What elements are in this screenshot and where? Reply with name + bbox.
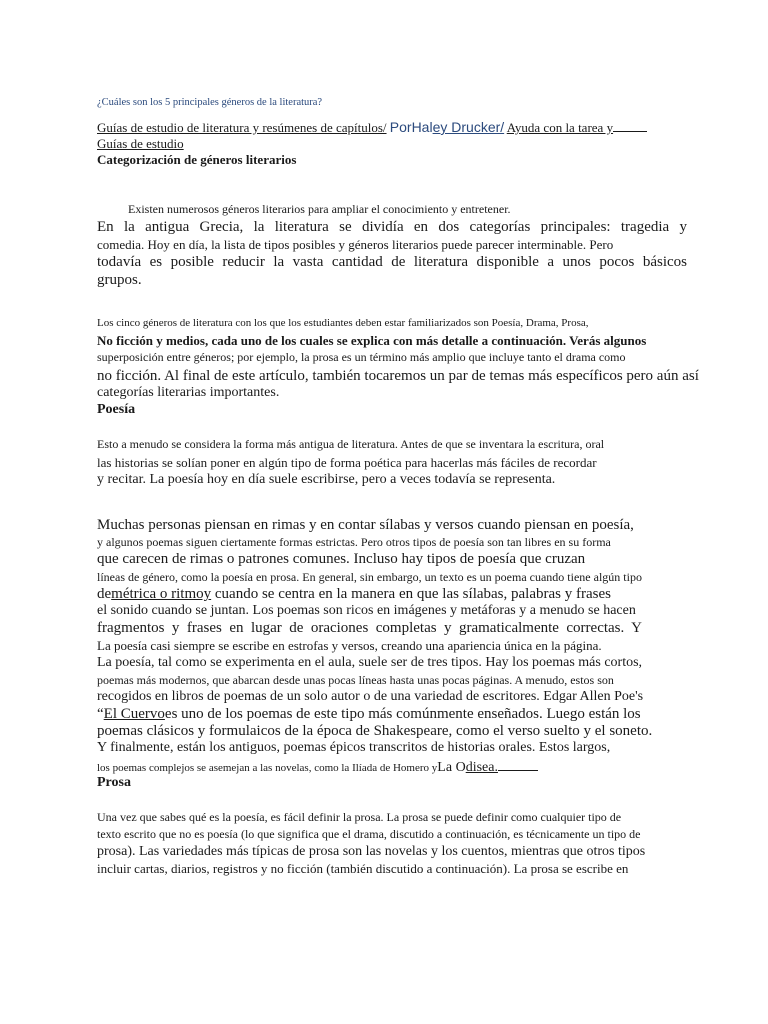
prosa-line-1: Una vez que sabes qué es la poesía, es fácil definir la prosa. La prosa se puede definir como cualquier tipo de [97, 810, 622, 824]
underline-trail [498, 770, 538, 771]
poesia-p2-line-5 [97, 587, 611, 602]
genres-line-3: superposición entre géneros; por ejemplo, la prosa es un término más amplio que incluye tanto el drama como [97, 350, 626, 364]
genres-line-1: Los cinco géneros de literatura con los que los estudiantes deben estar familiarizados son Poesía, Drama, Prosa, [97, 317, 589, 329]
prosa-line-2: texto escrito que no es poesía (lo que significa que el drama, discutido a continuación, es técnicamente un tipo de [97, 827, 641, 841]
poesia-p2-line-13: poemas clásicos y formulaicos de la época de Shakespeare, como el verso suelto y el soneto. [97, 723, 653, 739]
poesia-p2-line-15 [97, 758, 538, 775]
section-title: Categorización de géneros literarios [97, 152, 297, 167]
poesia-p1-line-3: y recitar. La poesía hoy en día suele escribirse, pero a veces todavía se representa. [97, 472, 556, 487]
poesia-p2-line-6: el sonido cuando se juntan. Los poemas son ricos en imágenes y metáforas y a menudo se hacen [97, 603, 636, 618]
text-de: de [97, 586, 112, 602]
intro-line-1: Existen numerosos géneros literarios para ampliar el conocimiento y entretener. [128, 202, 511, 216]
intro-line-5: grupos. [97, 272, 142, 288]
poesia-p1-line-1: Esto a menudo se considera la forma más antigua de literatura. Antes de que se inventara la escritura, oral [97, 437, 605, 451]
line-rest: es uno de los poemas de este tipo más comúnmente enseñados. Luego están los [164, 706, 641, 722]
poesia-p2-line-2: y algunos poemas siguen ciertamente formas estrictas. Pero otros tipos de poesía son tan libres en su forma [97, 535, 611, 549]
poesia-p2-line-3: que carecen de rimas o patrones comunes. Incluso hay tipos de poesía que cruzan [97, 551, 586, 567]
poesia-p2-line-1: Muchas personas piensan en rimas y en contar sílabas y versos cuando piensan en poesía, [97, 517, 634, 533]
poesia-p2-line-10: poemas más modernos, que abarcan desde unas pocas líneas hasta unas pocas páginas. A menudo, estos son [97, 673, 614, 687]
prosa-heading: Prosa [97, 775, 131, 790]
breadcrumb-homework-link[interactable]: Ayuda con la tarea y [506, 120, 614, 135]
breadcrumb-literature-guides-link[interactable]: Guías de estudio de literatura y resúmenes de capítulos/ [97, 120, 387, 135]
breadcrumb-study-guides-link[interactable]: Guías de estudio [97, 136, 184, 151]
poesia-p2-line-11: recogidos en libros de poemas de un solo autor o de una variedad de escritores. Edgar Allen Poe's [97, 689, 644, 704]
prosa-line-3: prosa). Las variedades más típicas de prosa son las novelas y los cuentos, mientras que otros tipos [97, 844, 646, 859]
el-cuervo-link[interactable]: El Cuervo [103, 706, 165, 722]
author-prefix: PorHal [389, 119, 433, 135]
la-odisea-link[interactable]: disea. [465, 760, 498, 775]
author-link[interactable]: ey Drucker/ [432, 119, 505, 135]
prosa-line-4: incluir cartas, diarios, registros y no ficción (también discutido a continuación). La prosa se escribe en [97, 861, 629, 876]
poesia-p2-line-7: fragmentos y frases en lugar de oraciones completas y gramaticalmente correctas. Y [97, 620, 642, 636]
poesia-p2-line-14: Y finalmente, están los antiguos, poemas épicos transcritos de historias orales. Estos largos, [97, 740, 611, 755]
intro-line-2: En la antigua Grecia, la literatura se dividía en dos categorías principales: tragedia y [97, 219, 687, 235]
intro-line-4: todavía es posible reducir la vasta cantidad de literatura disponible a unos pocos básicos [97, 254, 687, 270]
genres-line-5: categorías literarias importantes. [97, 385, 280, 400]
open-quote: “ [97, 706, 104, 722]
poesia-heading: Poesía [97, 402, 136, 417]
breadcrumb [97, 120, 647, 134]
metrica-ritmo-link[interactable]: métrica o ritmoy [111, 586, 212, 602]
question-title: ¿Cuáles son los 5 principales géneros de la literatura? [97, 97, 323, 108]
odisea-prefix: La O [437, 760, 466, 775]
poesia-p2-line-8: La poesía casi siempre se escribe en estrofas y versos, creando una apariencia única en la página. [97, 638, 602, 653]
poesia-p2-line-9: La poesía, tal como se experimenta en el aula, suele ser de tres tipos. Hay los poemas más cortos, [97, 655, 643, 670]
poesia-p2-line-4: líneas de género, como la poesía en prosa. En general, sin embargo, un texto es un poema cuando tiene algún tipo [97, 570, 642, 584]
poesia-p1-line-2: las historias se solían poner en algún tipo de forma poética para hacerlas más fáciles de recordar [97, 455, 597, 470]
genres-line-4: no ficción. Al final de este artículo, también tocaremos un par de temas más específicos pero aún así [97, 368, 699, 384]
underline-trail [613, 131, 647, 132]
line-rest: cuando se centra en la manera en que las sílabas, palabras y frases [214, 586, 611, 602]
line-text: los poemas complejos se asemejan a las novelas, como la Ilíada de Homero y [97, 762, 438, 774]
poesia-p2-line-12 [97, 707, 641, 722]
intro-line-3: comedia. Hoy en día, la lista de tipos posibles y géneros literarios puede parecer interminable. Pero [97, 237, 614, 252]
genres-line-2: No ficción y medios, cada uno de los cuales se explica con más detalle a continuación. Verás algunos [97, 333, 647, 348]
